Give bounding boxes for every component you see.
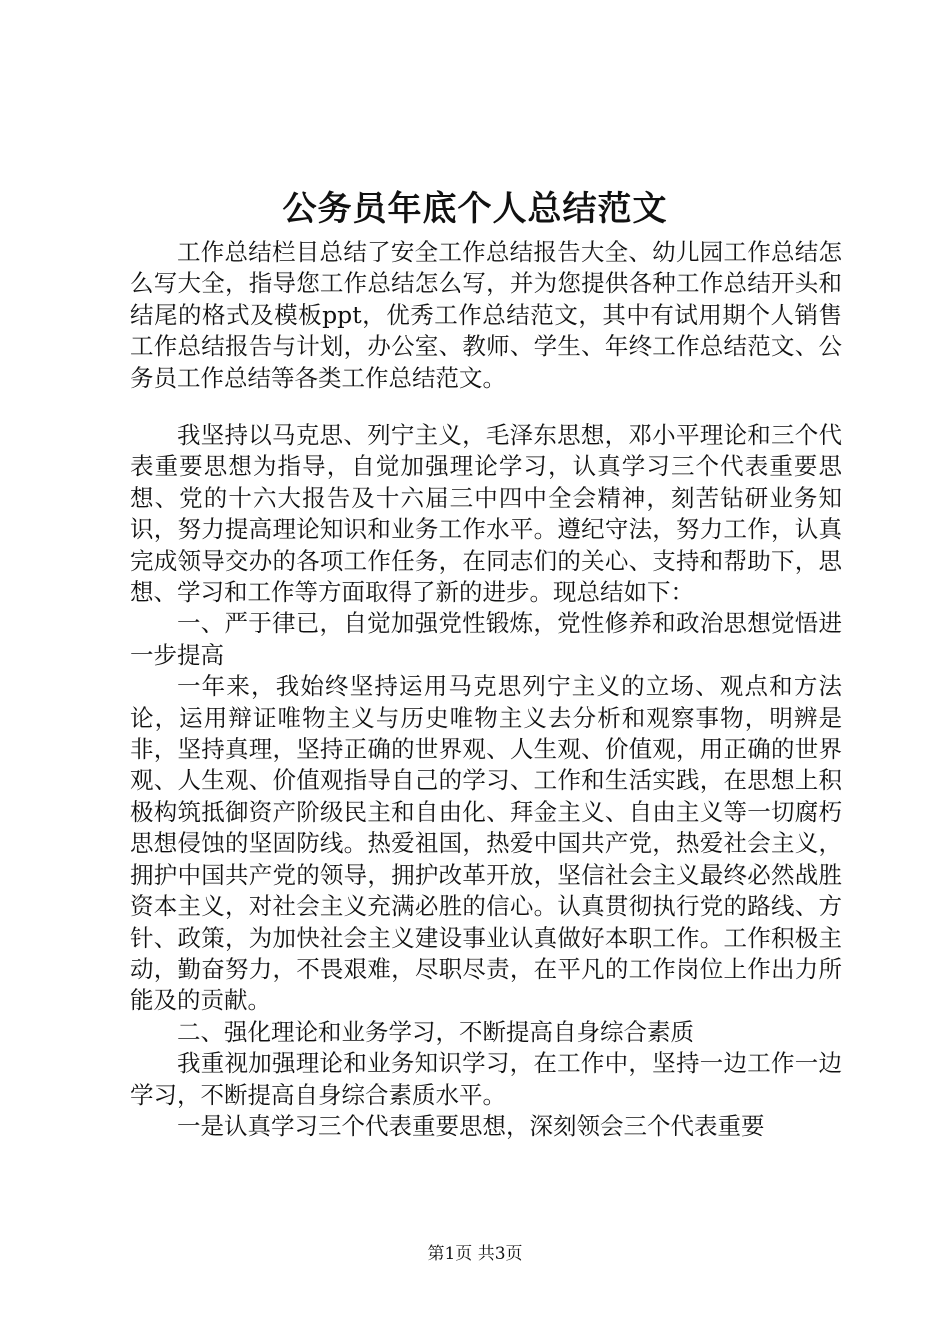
body-paragraph: 一是认真学习三个代表重要思想，深刻领会三个代表重要	[177, 1111, 765, 1140]
body-paragraph: 我重视加强理论和业务知识学习，在工作中，坚持一边工作一边学习，不断提高自身综合素质水平。	[130, 1049, 842, 1109]
intro-block	[130, 237, 842, 394]
document-title: 公务员年底个人总结范文	[282, 189, 668, 229]
main-body	[130, 420, 842, 1142]
section-heading: 一、严于律已，自觉加强党性锻炼，党性修养和政治思想觉悟进一步提高	[130, 609, 842, 669]
intro-paragraph: 工作总结栏目总结了安全工作总结报告大全、幼儿园工作总结怎么写大全，指导您工作总结怎么写，并为您提供各种工作总结开头和结尾的格式及模板ppt，优秀工作总结范文，其中有试用期个人销售工作总结报告与计划，办公室、教师、学生、年终工作总结范文、公务员工作总结等各类工作总结范文。	[130, 238, 842, 392]
page-number: 第1页 共3页	[427, 1244, 523, 1264]
section-heading: 二、强化理论和业务学习，不断提高自身综合素质	[177, 1017, 694, 1046]
body-paragraph: 一年来，我始终坚持运用马克思列宁主义的立场、观点和方法论，运用辩证唯物主义与历史唯物主义去分析和观察事物，明辨是非，坚持真理，坚持正确的世界观、人生观、价值观，用正确的世界观、人生观、价值观指导自己的学习、工作和生活实践，在思想上积极构筑抵御资产阶级民主和自由化、拜金主义、自由主义等一切腐朽思想侵蚀的坚固防线。热爱祖国，热爱中国共产党，热爱社会主义，拥护中国共产党的领导，拥护改革开放，坚信社会主义最终必然战胜资本主义，对社会主义充满必胜的信心。认真贯彻执行党的路线、方针、政策，为加快社会主义建设事业认真做好本职工作。工作积极主动，勤奋努力，不畏艰难，尽职尽责，在平凡的工作岗位上作出力所能及的贡献。	[130, 672, 842, 1015]
body-paragraph: 我坚持以马克思、列宁主义，毛泽东思想，邓小平理论和三个代表重要思想为指导，自觉加强理论学习，认真学习三个代表重要思想、党的十六大报告及十六届三中四中全会精神，刻苦钻研业务知识，努力提高理论知识和业务工作水平。遵纪守法，努力工作，认真完成领导交办的各项工作任务，在同志们的关心、支持和帮助下，思想、学习和工作等方面取得了新的进步。现总结如下：	[130, 421, 842, 607]
